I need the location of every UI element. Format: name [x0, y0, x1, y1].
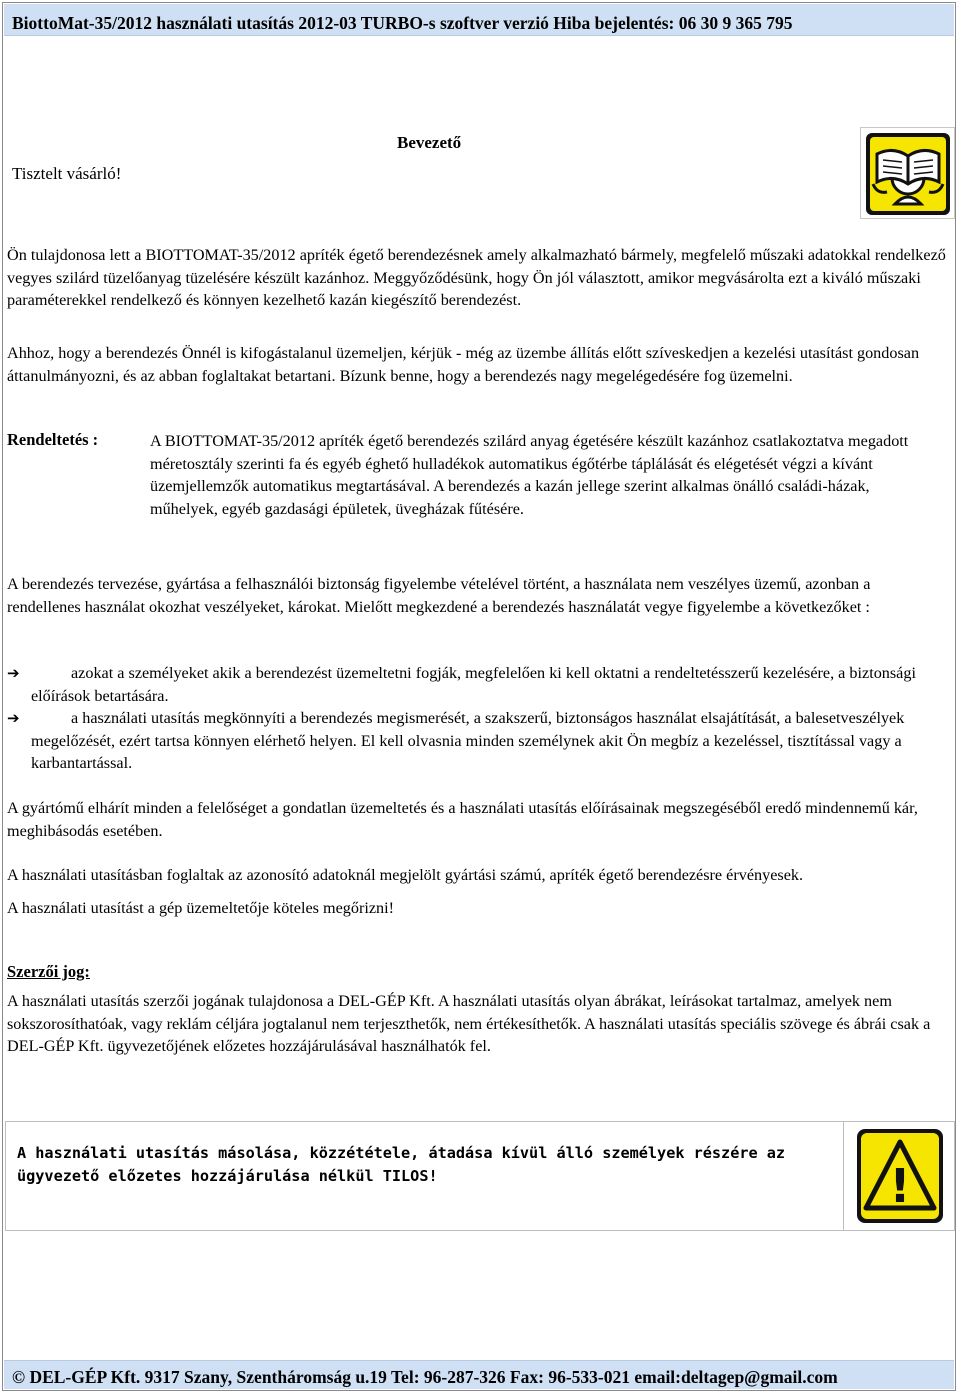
header-title: BiottoMat-35/2012 használati utasítás 2012-03 TURBO-s szoftver verzió Hiba bejelentés: 06 30 9 365 795 [12, 13, 793, 33]
footer-contact: © DEL-GÉP Kft. 9317 Szany, Szentháromság u.19 Tel: 96-287-326 Fax: 96-533-021 email:deltagep@gmail.com [12, 1367, 838, 1387]
copyright-text: A használati utasítás szerzői jogának tulajdonosa a DEL-GÉP Kft. A használati utasítás olyan ábrákat, leírásokat tartalmaz, amelyek nem sokszorosíthatóak, vagy reklám céljára jogtalanul nem terjeszthetők, nem értékesíthetők. A használati utasítás speciális szövege és ábrái csak a DEL-GÉP Kft. ügyvezetőjének előzetes hozzájárulásával használhatók fel. [7, 992, 931, 1055]
intro-paragraph-1: Ön tulajdonosa lett a BIOTTOMAT-35/2012 apríték égető berendezésnek amely alkalmazható bármely, megfelelő műszaki adatokkal rendelkező vegyes szilárd tüzelőanyag tüzelésére készült kazánhoz. Meggyőződésünk, hogy Ön jól választott, amikor megvásárolta ezt a kiváló műszaki paraméterekkel rendelkező és könnyen kezelhető kazán kiegészítő berendezést. [7, 246, 946, 309]
warning-triangle-icon [856, 1128, 944, 1224]
copyright-heading: Szerzői jog: [7, 962, 90, 981]
arrow-right-icon: ➔ [7, 709, 20, 727]
section-title: Bevezető [397, 133, 462, 152]
list-item-text: azokat a személyeket akik a berendezést üzemeltetni fogják, megfelelően ki kell oktatni a rendeltetésszerű kezelésére, a biztonsági előírások betartására. [31, 664, 916, 705]
keep-manual-paragraph: A használati utasítást a gép üzemeltetője köteles megőrizni! [7, 899, 395, 917]
warning-text: A használati utasítás másolása, közzététele, átadása kívül álló személyek részére az ügyvezető előzetes hozzájárulása nélkül TILOS! [17, 1144, 786, 1185]
safety-paragraph: A berendezés tervezése, gyártása a felhasználói biztonság figyelembe vételével történt, a használata nem veszélyes üzemű, azonban a rendellenes használat okozhat veszélyeket, károkat. Mielőtt megkezdené a berendezés használatát vegye figyelembe a következőket : [7, 575, 871, 616]
read-manual-icon [860, 127, 955, 219]
purpose-text: A BIOTTOMAT-35/2012 apríték égető berendezés szilárd anyag égetésére készült kazánhoz csatlakoztatva megadott méretosztály szerinti fa és egyéb éghető hulladékok automatikus égőtérbe táplálását és elégetését végzi a kívánt üzemjellemzők automatikus megtartásával. A berendezés a kazán jellege szerint alkalmas önálló családi-házak, műhelyek, egyéb gazdasági épületek, üvegházak fűtésére. [150, 432, 909, 518]
header-bar [4, 4, 954, 36]
list-item [7, 662, 947, 707]
intro-paragraph-2: Ahhoz, hogy a berendezés Önnél is kifogástalanul üzemeljen, kérjük - még az üzembe állítás előtt szíveskedjen a kezelési utasítást gondosan áttanulmányozni, és az abban foglaltakat betartani. Bízunk benne, hogy a berendezés nagy megelégedésére fog üzemelni. [7, 344, 920, 385]
validity-paragraph: A használati utasításban foglaltak az azonosító adatoknál megjelölt gyártási számú, apríték égető berendezésre érvényesek. [7, 866, 804, 884]
warning-box [5, 1121, 843, 1231]
warning-glyph: ! [889, 1159, 911, 1213]
list-item [7, 707, 947, 775]
read-manual-icon-graphic [865, 132, 951, 216]
arrow-right-icon: ➔ [7, 664, 20, 682]
footer-bar [4, 1360, 954, 1389]
purpose-label: Rendeltetés : [7, 430, 99, 449]
list-item-text: a használati utasítás megkönnyíti a berendezés megismerését, a szakszerű, biztonságos használat elsajátítását, a balesetveszélyek megelőzését, ezért tartsa könnyen elérhető helyen. El kell olvasnia minden személynek akit Ön megbíz a kezeléssel, tisztítással vagy a karbantartással. [31, 709, 905, 772]
warning-icon [843, 1121, 955, 1231]
greeting: Tisztelt vásárló! [12, 164, 122, 183]
liability-paragraph: A gyártómű elhárít minden a felelőséget a gondatlan üzemeltetés és a használati utasítás előírásainak megszegéséből eredő mindennemű kár, meghibásodás esetében. [7, 799, 918, 840]
